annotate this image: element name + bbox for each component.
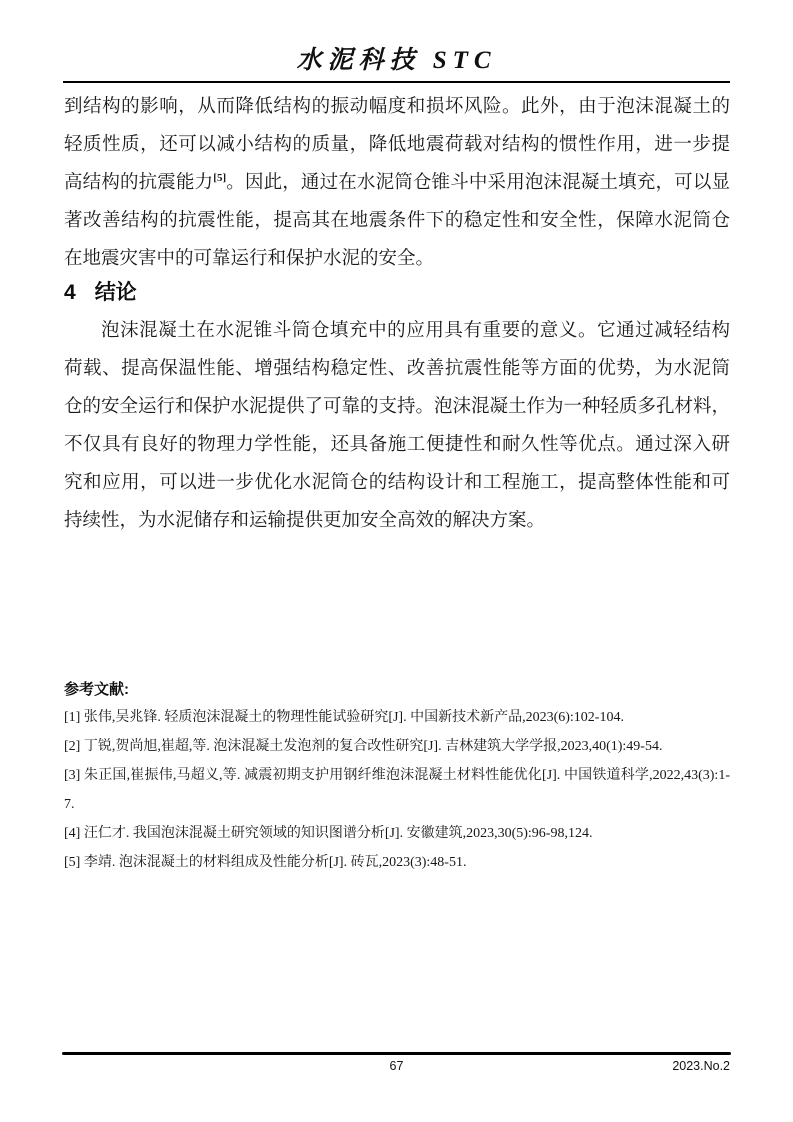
references-heading: 参考文献: xyxy=(64,681,129,698)
text-line: 到结构的影响，从而降低结构的振动幅度和损坏风险。此外，由于泡沫混凝土的 xyxy=(64,97,730,117)
footer-rule xyxy=(62,1052,731,1055)
text-line: 仓的安全运行和保护水泥提供了可靠的支持。泡沫混凝土作为一种轻质多孔材料， xyxy=(64,397,731,417)
text-line: 不仅具有良好的物理力学性能，还具备施工便捷性和耐久性等优点。通过深入研 xyxy=(64,435,730,455)
reference-item: [1] 张伟,吴兆锋. 轻质泡沫混凝土的物理性能试验研究[J]. 中国新技术新产品,2023(6):102-104. xyxy=(64,710,624,725)
paragraph-conclusion xyxy=(64,312,730,540)
text-segment: 高结构的抗震能力 xyxy=(64,173,214,193)
header-rule xyxy=(63,81,730,83)
text-line: 究和应用，可以进一步优化水泥筒仓的结构设计和工程施工，提高整体性能和可 xyxy=(64,473,730,493)
text-line xyxy=(64,164,730,202)
paragraph-continuation xyxy=(64,88,730,278)
section-number: 4 xyxy=(64,281,76,304)
section-title: 结论 xyxy=(94,281,137,304)
text-line: 持续性，为水泥储存和运输提供更加安全高效的解决方案。 xyxy=(64,511,546,531)
references-list xyxy=(64,703,730,877)
text-line: 著改善结构的抗震性能，提高其在地震条件下的稳定性和安全性，保障水泥筒仓 xyxy=(64,211,730,231)
section-heading-conclusion xyxy=(64,276,137,306)
reference-item: [5] 李靖. 泡沫混凝土的材料组成及性能分析[J]. 砖瓦,2023(3):48-51. xyxy=(64,855,467,870)
citation-superscript: [5] xyxy=(213,171,227,184)
reference-item: [3] 朱正国,崔振伟,马超义,等. 减震初期支护用钢纤维泡沫混凝土材料性能优化[J]. 中国铁道科学,2022,43(3):1-7. xyxy=(64,768,730,812)
issue-number: 2023.No.2 xyxy=(672,1059,730,1073)
page-number: 67 xyxy=(389,1059,404,1073)
reference-item: [4] 汪仁才. 我国泡沫混凝土研究领域的知识图谱分析[J]. 安徽建筑,2023,30(5):96-98,124. xyxy=(64,826,593,841)
journal-header-title: 水泥科技 STC xyxy=(296,47,497,74)
text-line: 荷载、提高保温性能、增强结构稳定性、改善抗震性能等方面的优势，为水泥筒 xyxy=(64,359,730,379)
text-line: 轻质性质，还可以减小结构的质量，降低地震荷载对结构的惯性作用，进一步提 xyxy=(64,135,730,155)
reference-item: [2] 丁锐,贺尚旭,崔超,等. 泡沫混凝土发泡剂的复合改性研究[J]. 吉林建筑大学学报,2023,40(1):49-54. xyxy=(64,739,663,754)
text-line: 泡沫混凝土在水泥锥斗筒仓填充中的应用具有重要的意义。它通过减轻结构 xyxy=(101,321,730,341)
text-segment: 。因此，通过在水泥筒仓锥斗中采用泡沫混凝土填充，可以显 xyxy=(226,173,730,193)
text-line: 在地震灾害中的可靠运行和保护水泥的安全。 xyxy=(64,249,435,269)
